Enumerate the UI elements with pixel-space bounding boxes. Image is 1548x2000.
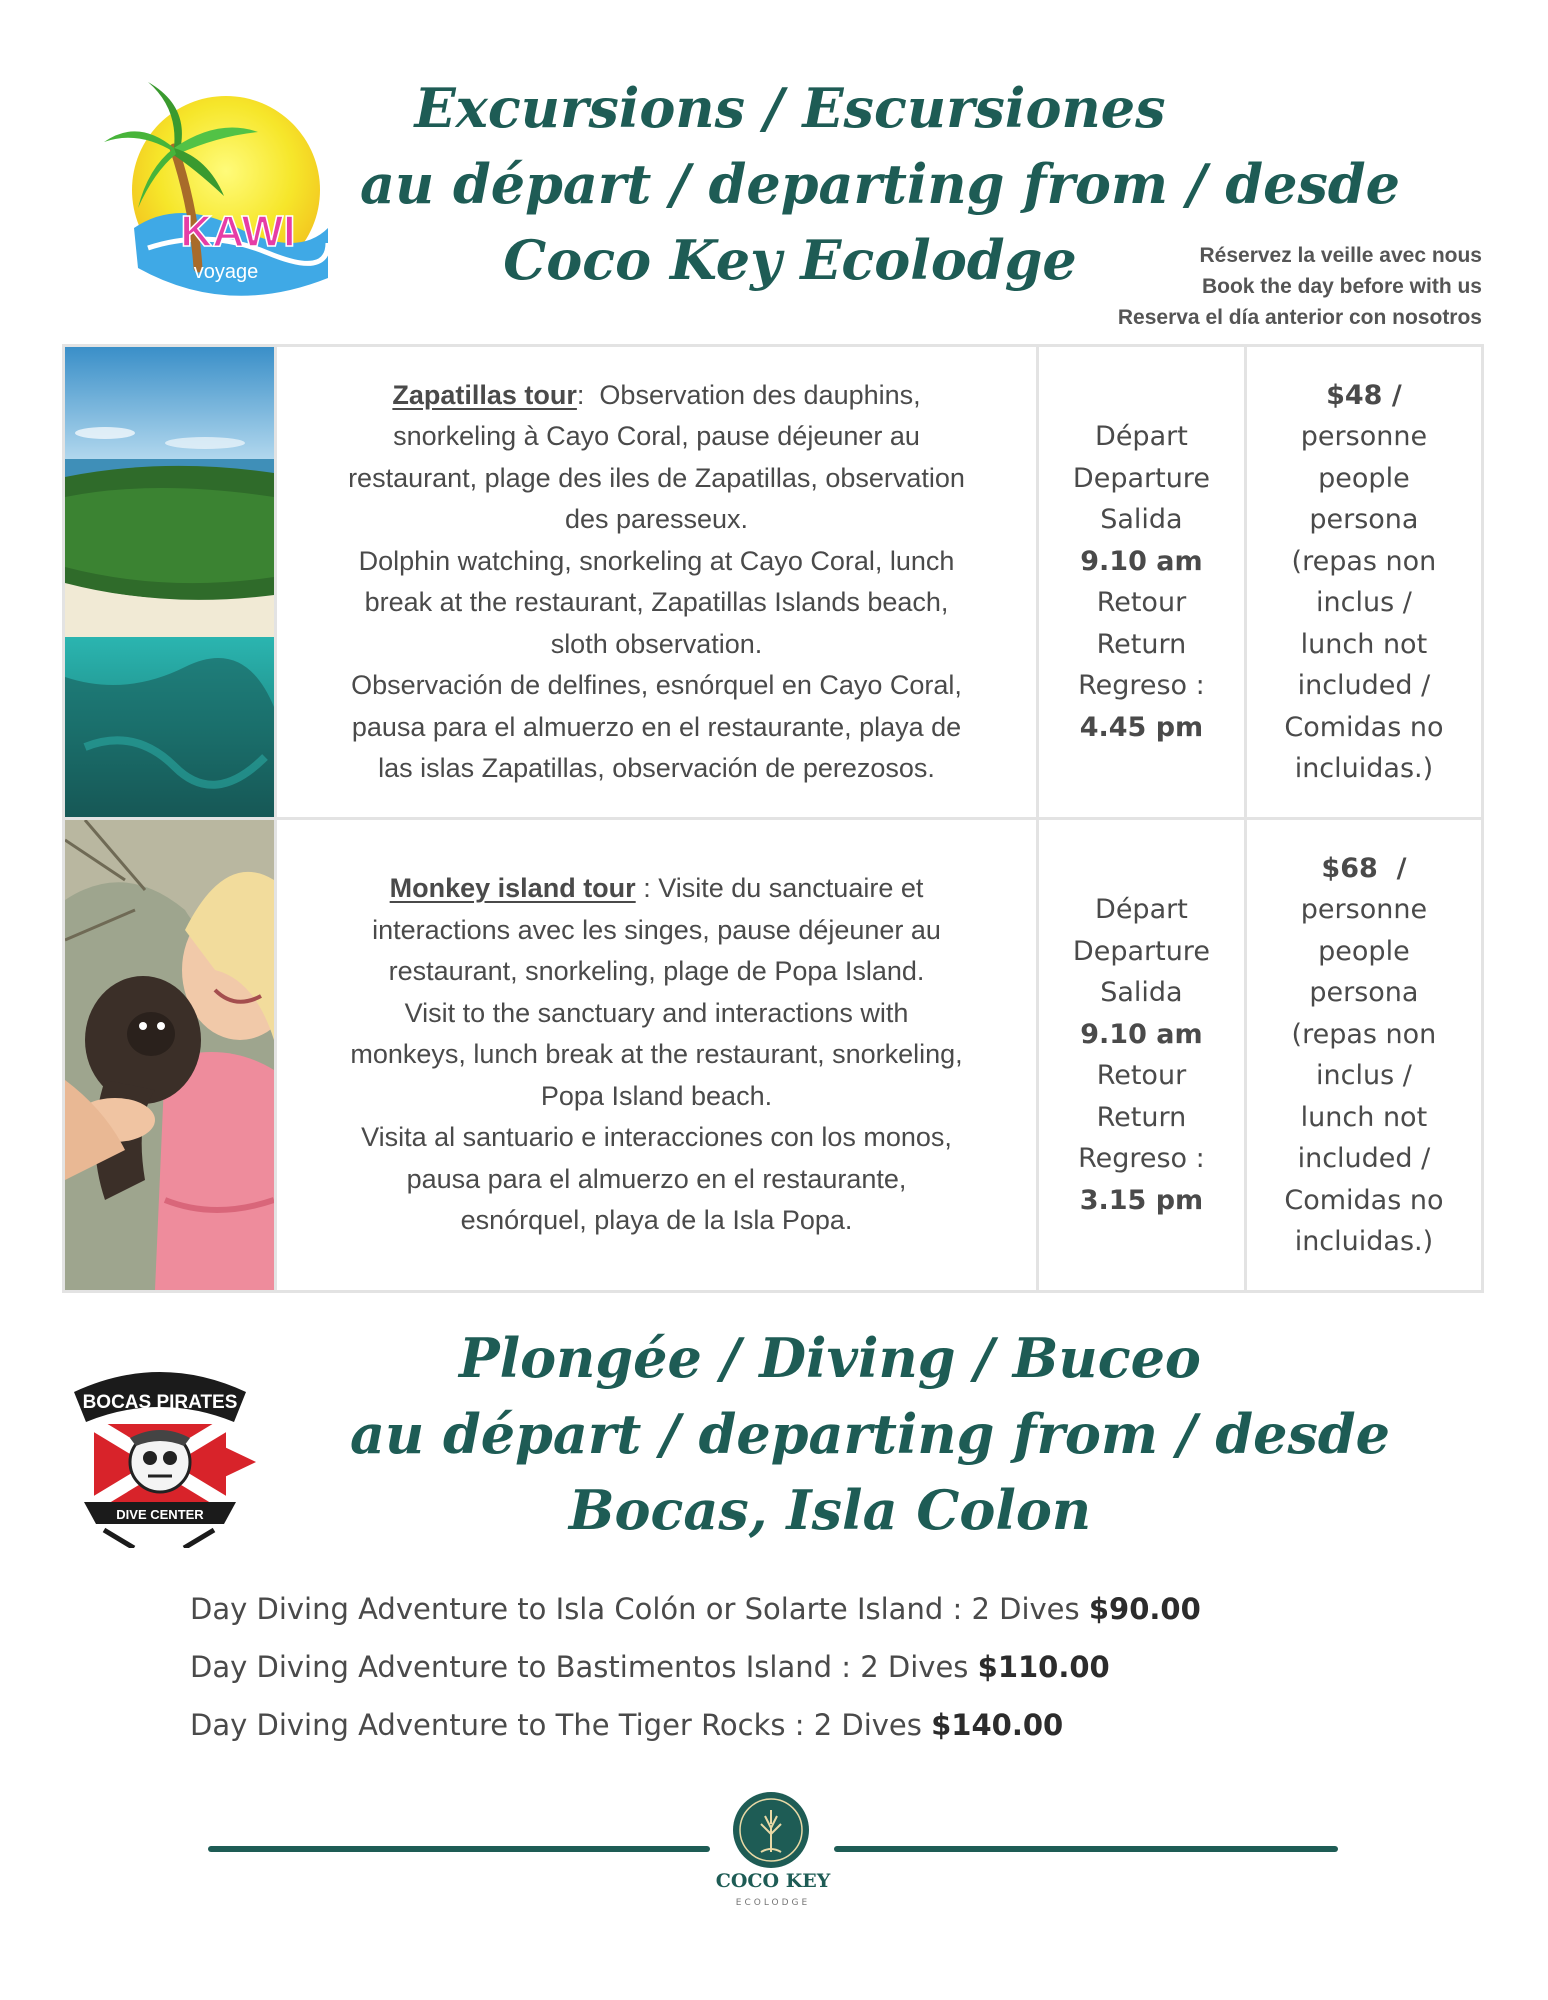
price-line: Comidas no bbox=[1284, 711, 1444, 743]
price-line: persona bbox=[1309, 977, 1419, 1008]
depart-label: Salida bbox=[1100, 504, 1183, 535]
dive-description: Day Diving Adventure to The Tiger Rocks : 2 Dives bbox=[190, 1708, 932, 1742]
list-item bbox=[190, 1580, 1201, 1638]
reserve-line: Book the day before with us bbox=[1201, 275, 1482, 298]
title-line: Bocas, Isla Colon bbox=[568, 1478, 1092, 1542]
depart-label: Departure bbox=[1072, 935, 1210, 967]
desc-line: esnórquel, playa de la Isla Popa. bbox=[460, 1205, 853, 1236]
price-line: included / bbox=[1297, 670, 1431, 701]
bocas-pirates-logo bbox=[64, 1352, 256, 1548]
tour-schedule bbox=[1038, 819, 1246, 1292]
desc-line: Visit to the sanctuary and interactions with bbox=[404, 997, 909, 1028]
tour-name-separator: : bbox=[635, 873, 651, 904]
desc-line: Observación de delfines, esnórquel en Cayo Coral, bbox=[351, 670, 962, 700]
footer-divider-left bbox=[208, 1846, 710, 1852]
price-line: Comidas no bbox=[1284, 1184, 1444, 1216]
tour-price bbox=[1245, 346, 1482, 819]
reserve-line: Reserva el día anterior con nosotros bbox=[1117, 306, 1482, 329]
list-item bbox=[190, 1696, 1201, 1754]
title-line: au départ / departing from / desde bbox=[350, 1402, 1391, 1466]
desc-line: interactions avec les singes, pause déjeuner au bbox=[372, 914, 941, 945]
desc-line: restaurant, plage des iles de Zapatillas, observation bbox=[348, 462, 965, 493]
kawi-logo-text: KAWI bbox=[180, 207, 296, 256]
tour-description bbox=[276, 819, 1038, 1292]
kawi-logo-subtext: voyage bbox=[193, 261, 259, 283]
dive-description: Day Diving Adventure to Bastimentos Island : 2 Dives bbox=[190, 1650, 978, 1684]
title-line: au départ / departing from / desde bbox=[360, 152, 1401, 216]
dive-price: $140.00 bbox=[931, 1708, 1064, 1742]
price-line: personne bbox=[1300, 894, 1428, 925]
title-line: Excursions / Escursiones bbox=[414, 76, 1166, 140]
desc-line: des paresseux. bbox=[564, 504, 749, 534]
price-line: lunch not bbox=[1300, 628, 1428, 660]
return-label: Regreso : bbox=[1078, 1143, 1205, 1174]
title-line: Plongée / Diving / Buceo bbox=[459, 1326, 1201, 1390]
desc-line: las islas Zapatillas, observación de perezosos. bbox=[378, 753, 935, 783]
tour-name-separator: : bbox=[576, 379, 585, 410]
tour-name: Zapatillas tour bbox=[392, 379, 577, 410]
list-item bbox=[190, 1638, 1201, 1696]
price-line: inclus / bbox=[1316, 1060, 1412, 1091]
price-line: personne bbox=[1300, 421, 1428, 452]
desc-line: break at the restaurant, Zapatillas Islands beach, bbox=[364, 587, 949, 617]
price-value: $48 / bbox=[1326, 379, 1402, 411]
zapatillas-island-photo bbox=[65, 347, 274, 817]
return-label: Regreso : bbox=[1078, 670, 1205, 701]
price-line: inclus / bbox=[1316, 587, 1412, 618]
desc-line: Popa Island beach. bbox=[540, 1080, 773, 1111]
price-line: people bbox=[1318, 462, 1410, 494]
return-label: Retour bbox=[1096, 587, 1187, 618]
desc-line: monkeys, lunch break at the restaurant, snorkeling, bbox=[350, 1039, 963, 1070]
dive-price: $90.00 bbox=[1088, 1592, 1201, 1626]
tour-photo-cell bbox=[64, 819, 276, 1292]
price-line: people bbox=[1318, 935, 1410, 967]
reserve-line: Réservez la veille avec nous bbox=[1199, 244, 1482, 267]
tour-name: Monkey island tour bbox=[389, 873, 636, 904]
title-line: Coco Key Ecolodge bbox=[503, 228, 1077, 292]
desc-line: Observation des dauphins, bbox=[584, 379, 921, 410]
price-value: $68 / bbox=[1321, 852, 1407, 884]
return-label: Return bbox=[1096, 628, 1187, 660]
depart-label: Salida bbox=[1100, 977, 1183, 1008]
desc-line: Dolphin watching, snorkeling at Cayo Coral, lunch bbox=[358, 545, 955, 576]
desc-line: pausa para el almuerzo en el restaurante, playa de bbox=[351, 711, 962, 742]
tour-schedule bbox=[1038, 346, 1246, 819]
desc-line: Visita al santuario e interacciones con los monos, bbox=[361, 1122, 952, 1153]
dive-description: Day Diving Adventure to Isla Colón or Solarte Island : 2 Dives bbox=[190, 1592, 1089, 1626]
coco-key-brand: COCO KEY bbox=[715, 1870, 831, 1892]
bocas-logo-text: BOCAS PIRATES bbox=[82, 1392, 238, 1413]
kawi-voyage-logo bbox=[98, 78, 328, 296]
reservation-note bbox=[1118, 240, 1482, 333]
depart-time: 9.10 am bbox=[1080, 545, 1203, 577]
price-line: (repas non bbox=[1291, 545, 1437, 577]
tour-description bbox=[276, 346, 1038, 819]
footer-divider-right bbox=[834, 1846, 1338, 1852]
tours-table bbox=[62, 344, 1484, 1293]
depart-label: Departure bbox=[1072, 462, 1210, 494]
table-row bbox=[64, 346, 1483, 819]
price-line: lunch not bbox=[1300, 1101, 1428, 1133]
tour-price bbox=[1245, 819, 1482, 1292]
return-time: 3.15 pm bbox=[1079, 1184, 1204, 1216]
price-line: incluidas.) bbox=[1294, 1226, 1434, 1257]
depart-label: Départ bbox=[1095, 421, 1188, 452]
desc-line: restaurant, snorkeling, plage de Popa Island. bbox=[388, 956, 925, 987]
depart-label: Départ bbox=[1095, 894, 1188, 925]
return-label: Return bbox=[1096, 1101, 1187, 1133]
bocas-logo-subtext: DIVE CENTER bbox=[116, 1507, 204, 1522]
dive-price-list bbox=[190, 1580, 1201, 1754]
coco-key-tree-logo bbox=[731, 1790, 811, 1870]
price-line: included / bbox=[1297, 1143, 1431, 1174]
tour-photo-cell bbox=[64, 346, 276, 819]
monkey-island-photo bbox=[65, 820, 274, 1290]
desc-line: pausa para el almuerzo en el restaurante, bbox=[406, 1163, 907, 1194]
price-line: (repas non bbox=[1291, 1018, 1437, 1050]
return-time: 4.45 pm bbox=[1079, 711, 1204, 743]
diving-title bbox=[350, 1320, 1391, 1548]
desc-line: Visite du sanctuaire et bbox=[650, 873, 924, 904]
return-label: Retour bbox=[1096, 1060, 1187, 1091]
depart-time: 9.10 am bbox=[1080, 1018, 1203, 1050]
table-row bbox=[64, 819, 1483, 1292]
desc-line: sloth observation. bbox=[550, 628, 763, 659]
coco-key-subtitle: ECOLODGE bbox=[735, 1898, 811, 1908]
dive-price: $110.00 bbox=[977, 1650, 1110, 1684]
price-line: persona bbox=[1309, 504, 1419, 535]
price-line: incluidas.) bbox=[1294, 753, 1434, 784]
desc-line: snorkeling à Cayo Coral, pause déjeuner au bbox=[393, 421, 920, 451]
